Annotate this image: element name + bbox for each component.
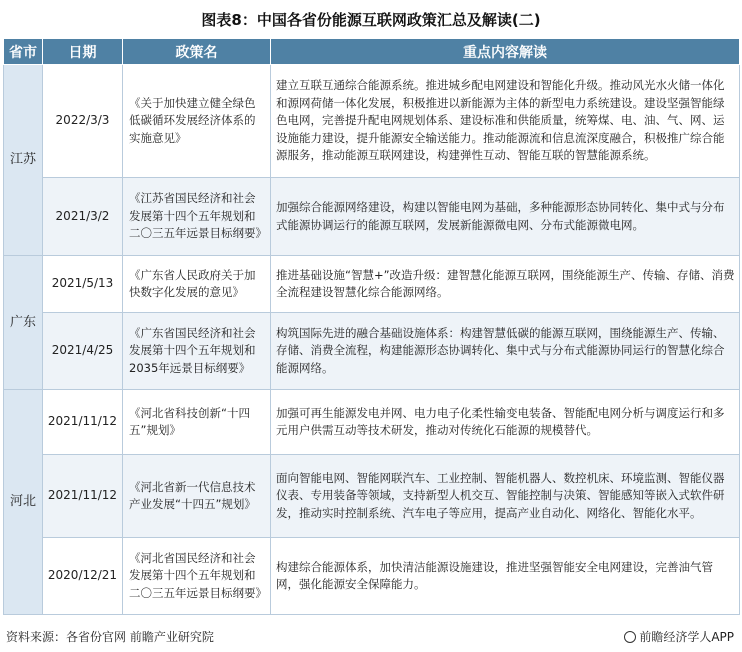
date-cell: 2021/3/2 (43, 178, 123, 256)
table-row (4, 256, 740, 313)
date-cell: 2021/11/12 (43, 390, 123, 455)
brand-credit (624, 628, 734, 645)
content-cell: 面向智能电网、智能网联汽车、工业控制、智能机器人、数控机床、环境监测、智能仪器仪表、专用装备等领域，支持新型人机交互、智能控制与决策、智能感知等嵌入式软件研发，推动实时控制系统、汽车电子等应用，提高产业自动化、网络化、智能化水平。 (271, 455, 740, 538)
table-row (4, 178, 740, 256)
footer (0, 620, 742, 652)
content-cell: 加强可再生能源发电并网、电力电子化柔性输变电装备、智能配电网分析与调度运行和多元用户供需互动等技术研发，推动对传统化石能源的规模替代。 (271, 390, 740, 455)
date-cell: 2020/12/21 (43, 538, 123, 615)
province-cell: 广东 (4, 256, 43, 390)
brand-name: 前瞻经济学人APP (639, 630, 734, 644)
table-row (4, 390, 740, 455)
policy-cell: 《关于加快建立健全绿色低碳循环发展经济体系的实施意见》 (123, 65, 271, 178)
table-header-row (4, 39, 740, 65)
policy-cell: 《江苏省国民经济和社会发展第十四个五年规划和二〇三五年远景目标纲要》 (123, 178, 271, 256)
policy-cell: 《广东省国民经济和社会发展第十四个五年规划和2035年远景目标纲要》 (123, 313, 271, 390)
content-cell: 加强综合能源网络建设，构建以智能电网为基础，多种能源形态协同转化、集中式与分布式能源协调运行的能源互联网，发展新能源微电网、分布式能源微电网。 (271, 178, 740, 256)
table-row (4, 313, 740, 390)
province-cell: 江苏 (4, 65, 43, 256)
header-province: 省市 (4, 39, 43, 65)
date-cell: 2021/4/25 (43, 313, 123, 390)
policy-table (3, 38, 740, 615)
table-row (4, 455, 740, 538)
content-cell: 构筑国际先进的融合基础设施体系：构建智慧低碳的能源互联网，围绕能源生产、传输、存储、消费全流程，构建能源形态协调转化、集中式与分布式能源协同运行的智慧化综合能源网络。 (271, 313, 740, 390)
policy-cell: 《河北省国民经济和社会发展第十四个五年规划和二〇三五年远景目标纲要》 (123, 538, 271, 615)
source-note: 资料来源：各省份官网 前瞻产业研究院 (6, 630, 214, 644)
header-date: 日期 (43, 39, 123, 65)
header-policy: 政策名 (123, 39, 271, 65)
content-cell: 构建综合能源体系，加快清洁能源设施建设，推进坚强智能安全电网建设，完善油气管网，强化能源安全保障能力。 (271, 538, 740, 615)
content-cell: 建立互联互通综合能源系统。推进城乡配电网建设和智能化升级。推动风光水火储一体化和源网荷储一体化发展，积极推进以新能源为主体的新型电力系统建设。建设坚强智能绿色电网，完善提升配电网规划体系、建设标准和供能质量，统筹煤、电、油、气、网、运设施能力建设，提升能源安全输送能力。推动能源流和信息流深度融合，积极推广综合能源服务，推动能源互联网建设，构建弹性互动、智能互联的智慧能源系统。 (271, 65, 740, 178)
policy-cell: 《河北省新一代信息技术产业发展“十四五”规划》 (123, 455, 271, 538)
header-content: 重点内容解读 (271, 39, 740, 65)
province-cell: 河北 (4, 390, 43, 615)
policy-cell: 《广东省人民政府关于加快数字化发展的意见》 (123, 256, 271, 313)
date-cell: 2022/3/3 (43, 65, 123, 178)
table-row (4, 538, 740, 615)
policy-cell: 《河北省科技创新“十四五”规划》 (123, 390, 271, 455)
brand-logo-icon (624, 631, 636, 643)
content-cell: 推进基础设施“智慧+”改造升级：建智慧化能源互联网，围绕能源生产、传输、存储、消费全流程建设智慧化综合能源网络。 (271, 256, 740, 313)
date-cell: 2021/5/13 (43, 256, 123, 313)
chart-title: 图表8：中国各省份能源互联网政策汇总及解读(二) (201, 10, 541, 29)
date-cell: 2021/11/12 (43, 455, 123, 538)
table-row (4, 65, 740, 178)
